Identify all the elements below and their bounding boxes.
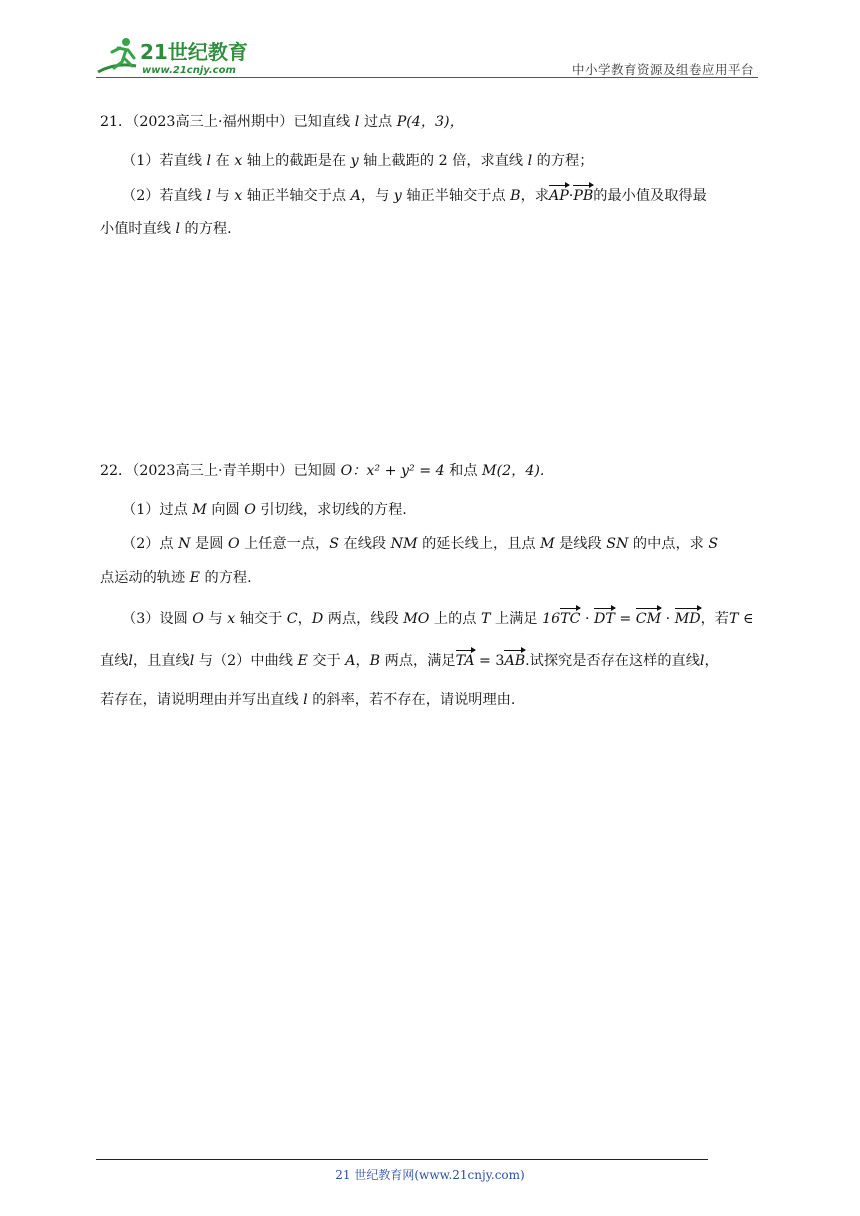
- page-header: [96, 32, 758, 78]
- q21-part2-cont: 小值时直线 l 的方程.: [100, 221, 232, 237]
- q21-stem: 21．（2023高三上·福州期中）已知直线 l 过点 P(4，3)，: [100, 114, 464, 130]
- svg-text:21世纪教育: 21世纪教育: [140, 40, 248, 64]
- q21-part1: （1）若直线 l 在 x 轴上的截距是在 y 轴上截距的 2 倍，求直线 l 的方程；: [122, 153, 594, 169]
- svg-text:www.21cnjy.com: www.21cnjy.com: [142, 65, 236, 76]
- q22-part2-cont: 点运动的轨迹 E 的方程.: [100, 570, 252, 586]
- footer-link[interactable]: 21 世纪教育网(www.21cnjy.com): [335, 1168, 525, 1182]
- platform-name: 中小学教育资源及组卷应用平台: [571, 62, 754, 77]
- q21-part2: （2）若直线 l 与 x 轴正半轴交于点 A，与 y 轴正半轴交于点 B，求AP·PB的最小值及取得最: [122, 188, 707, 204]
- q22-stem: 22．（2023高三上·青羊期中）已知圆 O：x² + y² = 4 和点 M(2，4).: [100, 463, 545, 479]
- header-divider: [96, 77, 758, 78]
- site-logo: [96, 32, 266, 78]
- q22-part3-cont2: 若存在，请说明理由并写出直线 l 的斜率，若不存在，请说明理由.: [100, 692, 516, 708]
- q22-part3-cont1: 直线l，且直线l 与（2）中曲线 E 交于 A，B 两点，满足TA = 3AB.试探究是否存在这样的直线l，: [100, 653, 719, 669]
- q22-part3: （3）设圆 O 与 x 轴交于 C，D 两点，线段 MO 上的点 T 上满足 16TC · DT = CM · MD，若T ∈: [122, 611, 754, 627]
- footer-divider: [96, 1159, 708, 1160]
- q22-part2: （2）点 N 是圆 O 上任意一点，S 在线段 NM 的延长线上，且点 M 是线段 SN 的中点，求 S: [122, 536, 719, 552]
- q22-part1: （1）过点 M 向圆 O 引切线，求切线的方程.: [122, 502, 407, 518]
